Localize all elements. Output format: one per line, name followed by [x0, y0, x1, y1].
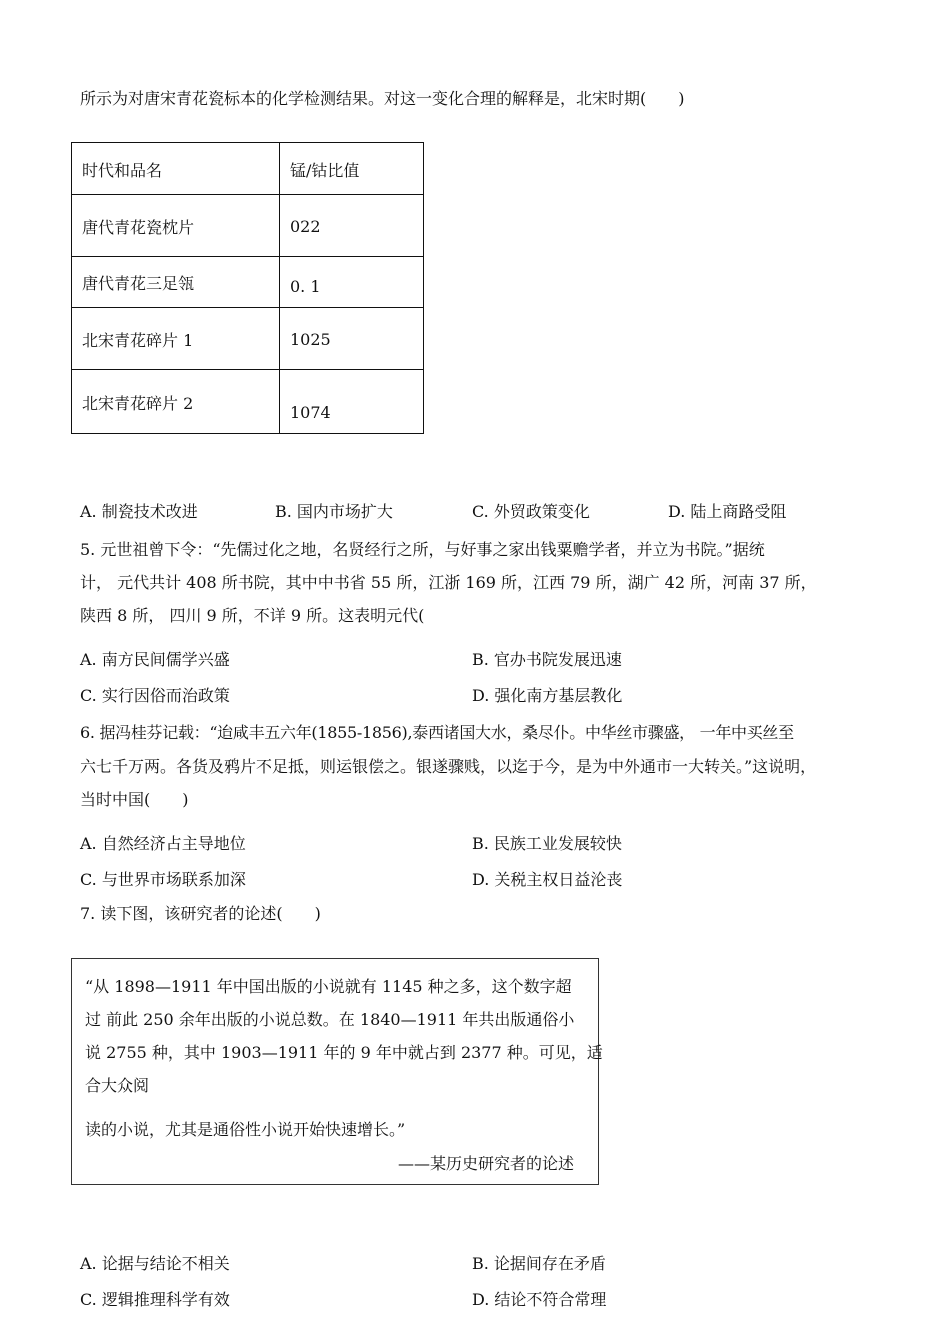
q7-option-c[interactable]: C. 逻辑推理科学有效: [80, 1290, 230, 1309]
q6-stem-line: 当时中国( ): [80, 790, 189, 809]
q5-option-c[interactable]: C. 实行因俗而治政策: [80, 686, 230, 705]
q6-option-b[interactable]: B. 民族工业发展较快: [472, 834, 622, 853]
q4-option-a[interactable]: A. 制瓷技术改进: [80, 502, 198, 521]
quote-box: [71, 958, 603, 1185]
table-cell-value: 0. 1: [280, 257, 424, 308]
quote-line: 过 前此 250 余年出版的小说总数。在 1840—1911 年共出版通俗小: [85, 1010, 575, 1029]
table-cell-name: 北宋青花碎片 2: [72, 370, 280, 434]
q5-stem-line: 计， 元代共计 408 所书院，其中中书省 55 所，江浙 169 所，江西 79 所，湖广 42 所，河南 37 所，: [80, 573, 817, 592]
table-cell-name: 北宋青花碎片 1: [72, 308, 280, 370]
q4-option-c[interactable]: C. 外贸政策变化: [472, 502, 590, 521]
q5-option-d[interactable]: D. 强化南方基层教化: [472, 686, 623, 705]
q5-option-b[interactable]: B. 官办书院发展迅速: [472, 650, 622, 669]
q6-option-c[interactable]: C. 与世界市场联系加深: [80, 870, 246, 889]
quote-line: “从 1898—1911 年中国出版的小说就有 1145 种之多，这个数字超: [85, 977, 572, 996]
q6-option-a[interactable]: A. 自然经济占主导地位: [80, 834, 246, 853]
table-header: 锰/钴比值: [280, 143, 424, 195]
quote-line: 合大众阅: [85, 1076, 150, 1095]
q6-stem-line: 六七千万两。各货及鸦片不足抵，则运银偿之。银遂骤贱，以迄于今，是为中外通市一大转关。”这说明，: [80, 757, 817, 776]
table-header-row: [72, 143, 424, 195]
q7-option-a[interactable]: A. 论据与结论不相关: [80, 1254, 230, 1273]
quote-line: 说 2755 种，其中 1903—1911 年的 9 年中就占到 2377 种。可见，适: [85, 1043, 603, 1062]
table-cell-name: 唐代青花三足瓴: [72, 257, 280, 308]
q5-option-a[interactable]: A. 南方民间儒学兴盛: [80, 650, 230, 669]
q4-option-b[interactable]: B. 国内市场扩大: [275, 502, 393, 521]
question-intro: 所示为对唐宋青花瓷标本的化学检测结果。对这一变化合理的解释是，北宋时期( ): [80, 89, 685, 108]
table-row: [72, 370, 424, 434]
quote-line: 读的小说，尤其是通俗性小说开始快速增长。”: [85, 1120, 406, 1139]
q5-stem-line: 陕西 8 所， 四川 9 所，不详 9 所。这表明元代(: [80, 606, 425, 625]
table-cell-value: 1074: [280, 370, 424, 434]
test-result-table: [71, 142, 424, 434]
quote-source: ——某历史研究者的论述: [397, 1154, 574, 1173]
table-cell-value: 022: [280, 195, 424, 257]
q7-stem: 7. 读下图，该研究者的论述( ): [80, 904, 321, 923]
table-cell-name: 唐代青花瓷枕片: [72, 195, 280, 257]
table-header: 时代和品名: [72, 143, 280, 195]
table-cell-value: 1025: [280, 308, 424, 370]
q7-option-b[interactable]: B. 论据间存在矛盾: [472, 1254, 606, 1273]
table-row: [72, 308, 424, 370]
q6-stem-line: 6. 据冯桂芬记载：“迨咸丰五六年(1855-1856),泰西诸国大水，桑尽仆。中华丝市骤盛， 一年中买丝至: [80, 723, 794, 742]
q7-option-d[interactable]: D. 结论不符合常理: [472, 1290, 607, 1309]
table-row: [72, 257, 424, 308]
q4-option-d[interactable]: D. 陆上商路受阻: [668, 502, 787, 521]
q5-stem-line: 5. 元世祖曾下令：“先儒过化之地，名贤经行之所，与好事之家出钱粟赡学者，并立为书院。”据统: [80, 540, 765, 559]
table-row: [72, 195, 424, 257]
q6-option-d[interactable]: D. 关税主权日益沦丧: [472, 870, 623, 889]
